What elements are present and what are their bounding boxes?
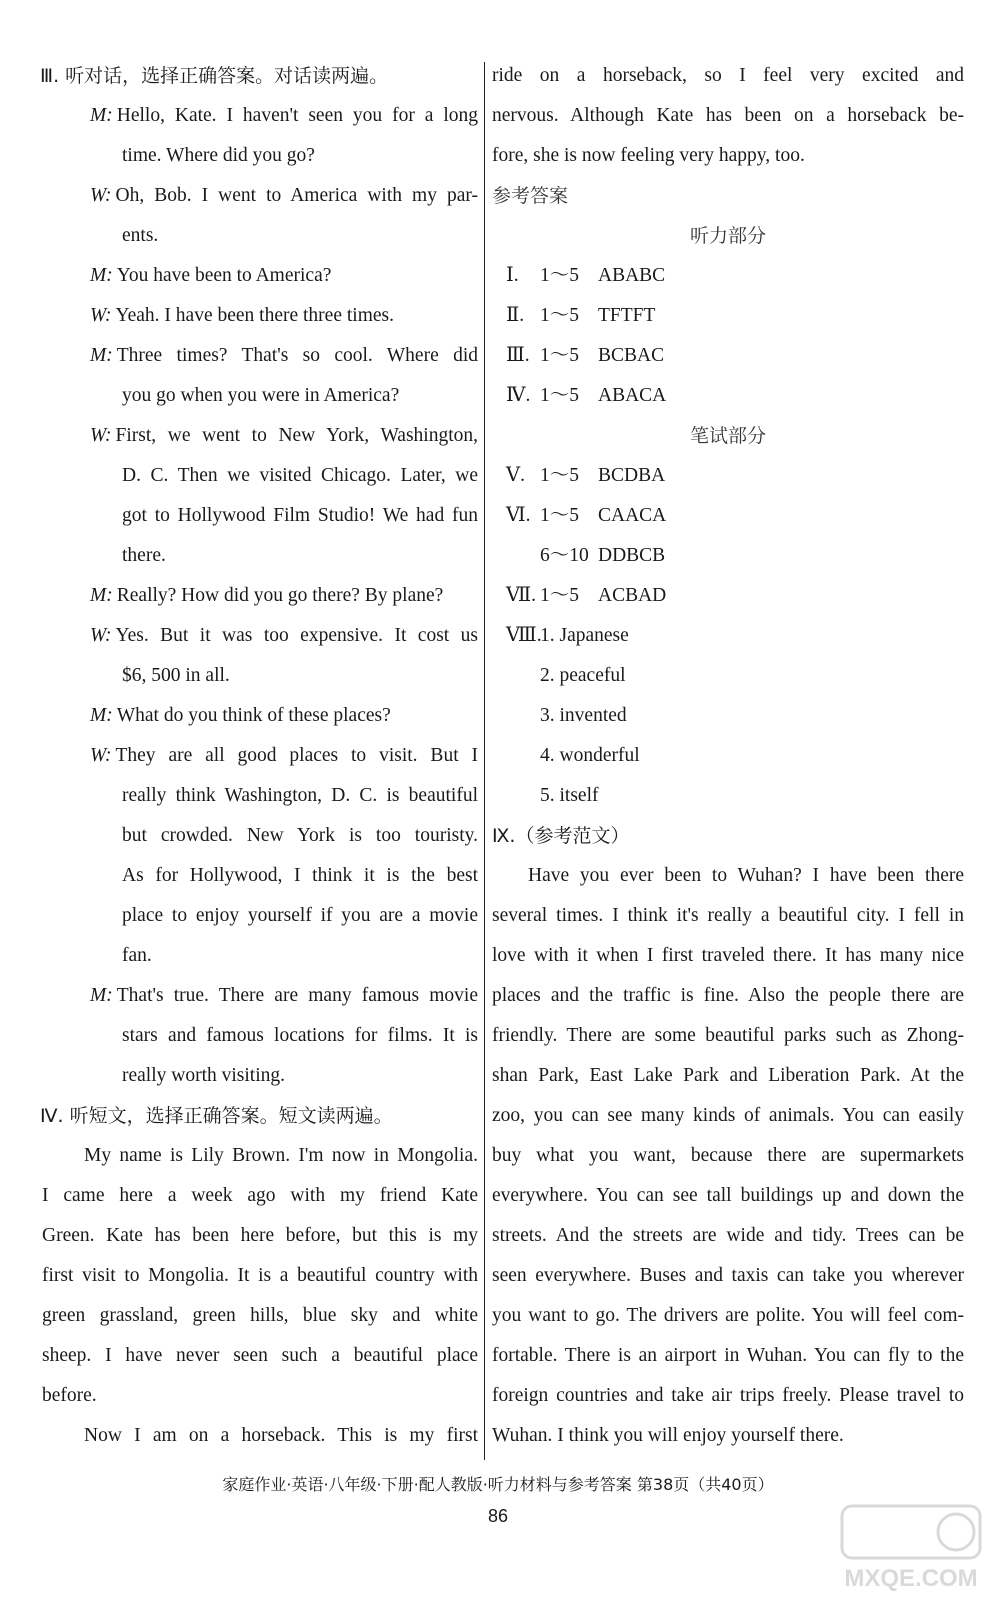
passage-line: sheep. I have never seen such a beautiful place [42,1345,478,1366]
answer-key: ACBAD [598,585,667,606]
passage [40,1136,478,1456]
answer-section-number: Ⅳ. [506,385,531,406]
page-number: 86 [487,1506,509,1526]
speaker-label: W: [90,745,112,766]
dialogue-line: fan. [122,945,152,966]
answer-range: 1～5 [540,265,580,286]
listening-answers [492,256,964,416]
writing-title: 笔试部分 [689,425,766,447]
answer-row [492,576,964,616]
page-footer: 家庭作业·英语·八年级·下册·配人教版·听力材料与参考答案 第38页（共40页） [222,1475,774,1494]
speaker-label: M: [90,265,113,286]
dialogue-line [40,416,478,456]
answer-key: ABABC [598,265,666,286]
answer-row [492,496,964,536]
dialogue-text: Yes. But it was too expensive. It cost us [115,625,478,646]
answer-range: 1～5 [540,585,580,606]
speaker-label: M: [90,585,113,606]
essay-line: Have you ever been to Wuhan? I have been there [528,865,964,886]
essay-line: buy what you want, because there are supermarkets [492,1145,964,1166]
answer-range: 1～5 [540,345,580,366]
vocab-answer [492,696,964,736]
answer-range: 1～5 [540,385,580,406]
dialogue-text: They are all good places to visit. But I [115,745,478,766]
vocab-answer [492,656,964,696]
answer-key: DDBCB [598,545,666,566]
watermark-text: MXQE.COM [844,1565,978,1592]
dialogue-line: place to enjoy yourself if you are a movie [122,905,478,926]
dialogue-text: That's true. There are many famous movie [116,985,478,1006]
dialogue-line [40,96,478,136]
essay-line: places and the traffic is fine. Also the people there are [492,985,964,1006]
answer-row [492,336,964,376]
answer-row [492,536,964,576]
dialogue-line [40,256,478,296]
dialogue-line [40,176,478,216]
section4-heading: Ⅳ. 听短文，选择正确答案。短文读两遍。 [40,1105,393,1127]
speaker-label: M: [90,345,113,366]
answer-key: BCDBA [598,465,666,486]
answer-key: ABACA [598,385,667,406]
speaker-label: W: [90,305,112,326]
passage-line: nervous. Although Kate has been on a horseback be- [492,105,964,126]
section3-heading: Ⅲ. 听对话，选择正确答案。对话读两遍。 [40,65,389,87]
passage-line: ride on a horseback, so I feel very excited and [492,65,964,86]
dialogue-line: $6, 500 in all. [122,665,230,686]
dialogue-line: As for Hollywood, I think it is the best [122,865,478,886]
dialogue-text: Really? How did you go there? By plane? [116,585,444,606]
dialogue-line [40,696,478,736]
dialogue-text: Hello, Kate. I haven't seen you for a long [116,105,478,126]
passage-line: fore, she is now feeling very happy, too. [492,145,805,166]
vocab-answer [492,776,964,816]
essay-line: foreign countries and take air trips freely. Please travel to [492,1385,964,1406]
answer-row [492,296,964,336]
watermark-logo [836,1498,986,1598]
vocab-answer-text: 3. invented [540,705,627,726]
vocab-answer-text: 4. wonderful [540,745,640,766]
essay-line: you want to go. The drivers are polite. You will feel com- [492,1305,964,1326]
model-essay [492,856,964,1456]
vocab-answer-text: 5. itself [540,785,599,806]
speaker-label: M: [90,105,113,126]
vocab-answer [492,736,964,776]
essay-line: love with it when I first traveled there. It has many nice [492,945,964,966]
section8-answers [492,616,964,816]
passage-line: first visit to Mongolia. It is a beautiful country with [42,1265,478,1286]
essay-line: everywhere. You can see tall buildings up and down the [492,1185,964,1206]
passage-line: Green. Kate has been here before, but this is my [42,1225,478,1246]
answer-key: TFTFT [598,305,656,326]
answer-section-number: Ⅷ. [506,625,542,646]
dialogue-line: but crowded. New York is too touristy. [122,825,478,846]
dialogue-line: ents. [122,225,159,246]
answer-section-number: Ⅴ. [506,465,525,486]
passage-line: I came here a week ago with my friend Kate [42,1185,478,1206]
dialogue-line: really worth visiting. [122,1065,286,1086]
answers-title: 参考答案 [492,185,569,207]
speaker-label: M: [90,705,113,726]
answer-range: 1～5 [540,465,580,486]
essay-line: fortable. There is an airport in Wuhan. You can fly to the [492,1345,964,1366]
answer-range: 1～5 [540,505,580,526]
dialogue-line: time. Where did you go? [122,145,315,166]
speaker-label: M: [90,985,113,1006]
essay-line: seen everywhere. Buses and taxis can take you wherever [492,1265,964,1286]
dialogue-line [40,616,478,656]
dialogue-text: Oh, Bob. I went to America with my par- [115,185,478,206]
essay-line: shan Park, East Lake Park and Liberation Park. At the [492,1065,964,1086]
speaker-label: W: [90,185,112,206]
passage-line: before. [42,1385,97,1406]
vocab-answer-text: 2. peaceful [540,665,626,686]
dialogue-line [40,976,478,1016]
listening-title: 听力部分 [689,225,766,247]
speaker-label: W: [90,625,112,646]
essay-line: Wuhan. I think you will enjoy yourself there. [492,1425,844,1446]
answer-range: 6～10 [540,545,589,566]
dialogue-line [40,576,478,616]
answer-section-number: Ⅵ. [506,505,531,526]
dialogue-line: stars and famous locations for films. It is [122,1025,478,1046]
dialogue-text: You have been to America? [116,265,332,286]
answer-key: BCBAC [598,345,665,366]
section9-heading: Ⅸ.（参考范文） [492,825,630,847]
dialogue-text: Yeah. I have been there three times. [115,305,394,326]
answer-range: 1～5 [540,305,580,326]
passage-line: green grassland, green hills, blue sky and white [42,1305,478,1326]
dialogue-line: D. C. Then we visited Chicago. Later, we [122,465,478,486]
essay-line: streets. And the streets are wide and tidy. Trees can be [492,1225,964,1246]
left-column [40,56,478,1456]
answer-section-number: Ⅲ. [506,345,530,366]
answer-row [492,256,964,296]
passage-line: My name is Lily Brown. I'm now in Mongolia. [84,1145,478,1166]
vocab-answer [492,616,964,656]
answer-section-number: Ⅶ. [506,585,537,606]
dialogue-line [40,296,478,336]
dialogue-line [40,736,478,776]
dialogue-line: there. [122,545,166,566]
dialogue-text: Three times? That's so cool. Where did [116,345,478,366]
speaker-label: W: [90,425,112,446]
dialogue-text: First, we went to New York, Washington, [115,425,478,446]
essay-line: several times. I think it's really a beautiful city. I fell in [492,905,964,926]
answer-row [492,376,964,416]
essay-line: zoo, you can see many kinds of animals. You can easily [492,1105,964,1126]
answer-section-number: Ⅰ. [506,265,519,286]
answer-row [492,456,964,496]
writing-answers [492,456,964,616]
vocab-answer-text: 1. Japanese [540,625,629,646]
passage-line: Now I am on a horseback. This is my first [84,1425,478,1446]
dialogue-line: you go when you were in America? [122,385,400,406]
essay-line: friendly. There are some beautiful parks such as Zhong- [492,1025,964,1046]
answer-section-number: Ⅱ. [506,305,525,326]
dialogue [40,96,478,1096]
column-divider [484,62,485,1460]
answer-key: CAACA [598,505,667,526]
dialogue-line: got to Hollywood Film Studio! We had fun [122,505,478,526]
dialogue-line: really think Washington, D. C. is beautiful [122,785,478,806]
dialogue-line [40,336,478,376]
right-column [492,56,964,1456]
dialogue-text: What do you think of these places? [116,705,391,726]
passage-continued [492,56,964,176]
